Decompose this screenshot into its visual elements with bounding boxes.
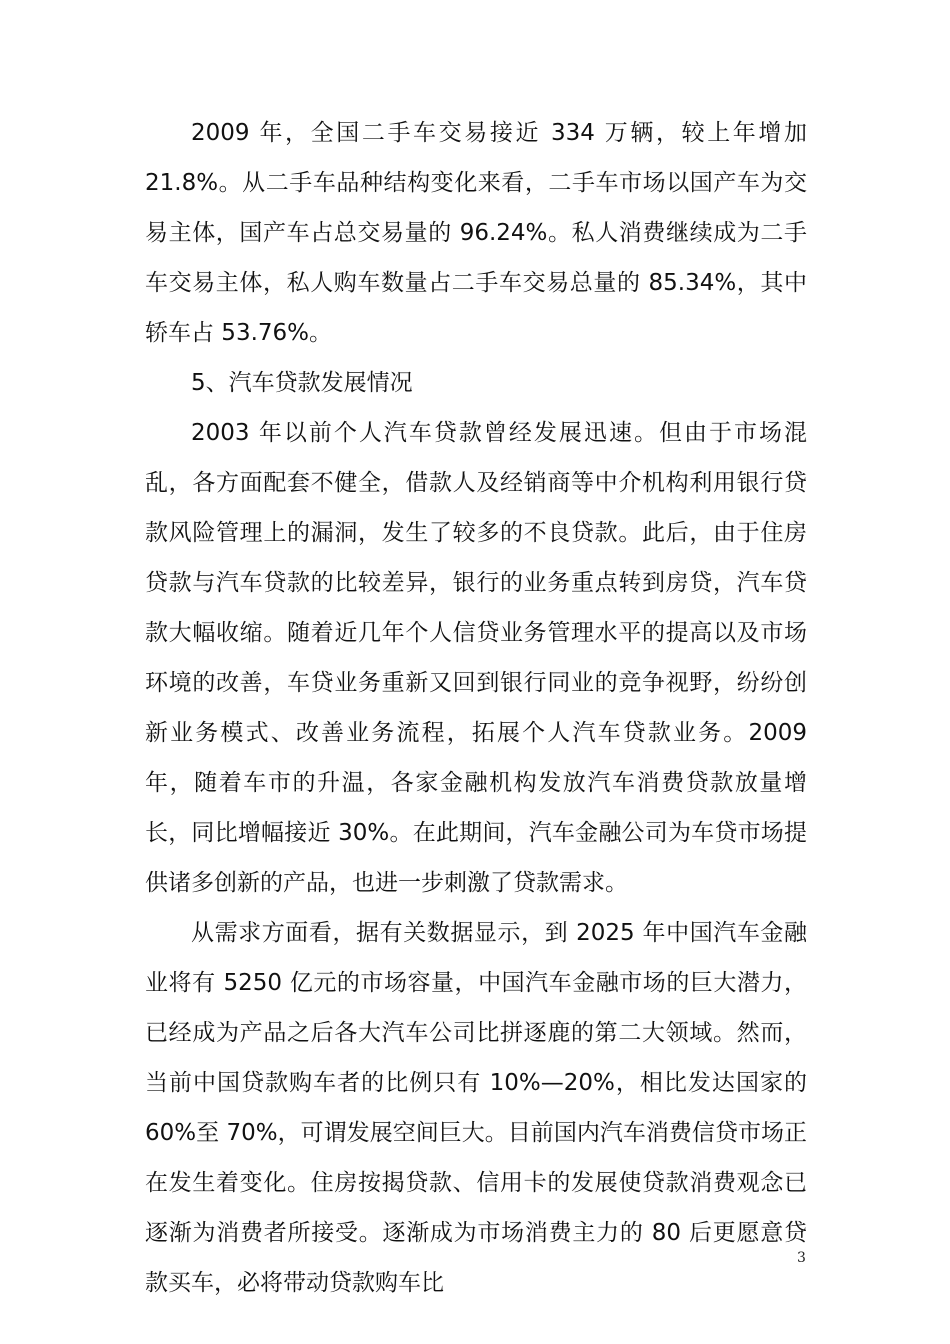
document-body [145, 108, 807, 1308]
paragraph-auto-finance-demand: 从需求方面看，据有关数据显示，到 2025 年中国汽车金融业将有 5250 亿元的市场容量，中国汽车金融市场的巨大潜力，已经成为产品之后各大汽车公司比拼逐鹿的第二大领域。然而，当前中国贷款购车者的比例只有 10%—20%，相比发达国家的 60%至 70%，可谓发展空间巨大。目前国内汽车消费信贷市场正在发生着变化。住房按揭贷款、信用卡的发展使贷款消费观念已逐渐为消费者所接受。逐渐成为市场消费主力的 80 后更愿意贷款买车，必将带动贷款购车比 [145, 920, 807, 1296]
paragraph-used-car-market: 2009 年，全国二手车交易接近 334 万辆，较上年增加 21.8%。从二手车品种结构变化来看，二手车市场以国产车为交易主体，国产车占总交易量的 96.24%。私人消费继续成为二手车交易主体，私人购车数量占二手车交易总量的 85.34%，其中轿车占 53.76%。 [145, 120, 807, 346]
page-number: 3 [797, 1250, 806, 1266]
paragraph-auto-loan-history: 2003 年以前个人汽车贷款曾经发展迅速。但由于市场混乱，各方面配套不健全，借款人及经销商等中介机构利用银行贷款风险管理上的漏洞，发生了较多的不良贷款。此后，由于住房贷款与汽车贷款的比较差异，银行的业务重点转到房贷，汽车贷款大幅收缩。随着近几年个人信贷业务管理水平的提高以及市场环境的改善，车贷业务重新又回到银行同业的竞争视野，纷纷创新业务模式、改善业务流程，拓展个人汽车贷款业务。2009 年，随着车市的升温，各家金融机构发放汽车消费贷款放量增长，同比增幅接近 30%。在此期间，汽车金融公司为车贷市场提供诸多创新的产品，也进一步刺激了贷款需求。 [145, 420, 807, 896]
section-heading-auto-loan: 5、汽车贷款发展情况 [191, 370, 413, 396]
